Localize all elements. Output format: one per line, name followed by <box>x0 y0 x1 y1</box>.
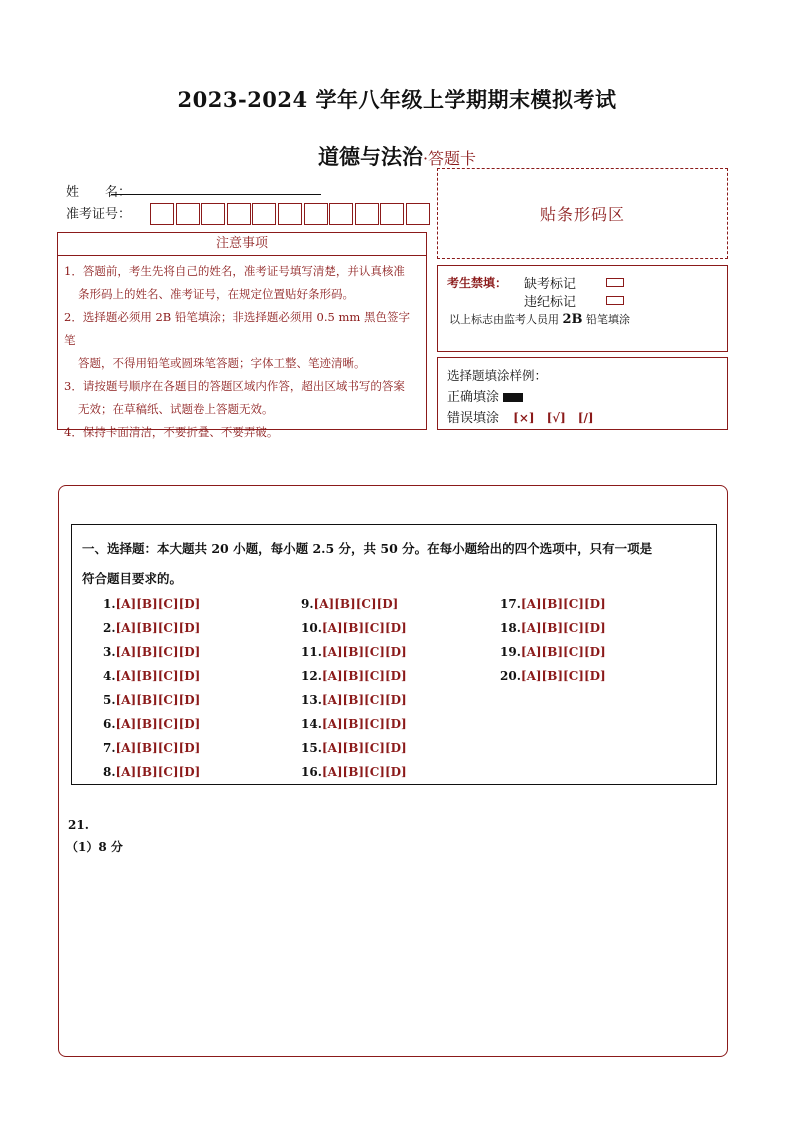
answer-options[interactable]: [A][B][C][D] <box>321 765 407 779</box>
question-number: 17. <box>500 597 521 611</box>
question-21-part-1: （1）8 分 <box>66 840 123 854</box>
notice-line: 4．保持卡面清洁，不要折叠、不要弄破。 <box>64 425 279 439</box>
question-number: 7. <box>103 741 116 755</box>
question-number: 2. <box>103 621 116 635</box>
id-digit-box[interactable] <box>406 203 430 225</box>
question-number: 4. <box>103 669 116 683</box>
answer-options[interactable]: [A][B][C][D] <box>321 693 407 707</box>
answer-options[interactable]: [A][B][C][D] <box>321 717 407 731</box>
answer-options[interactable]: [A][B][C][D] <box>115 621 201 635</box>
question-21-number: 21. <box>68 818 89 832</box>
multiple-choice-instruction <box>82 534 712 594</box>
question-number: 19. <box>500 645 521 659</box>
answer-options[interactable]: [A][B][C][D] <box>115 645 201 659</box>
question-number: 18. <box>500 621 521 635</box>
answer-options[interactable]: [A][B][C][D] <box>115 669 201 683</box>
answer-options[interactable]: [A][B][C][D] <box>520 597 606 611</box>
answer-options[interactable]: [A][B][C][D] <box>313 597 399 611</box>
question-number: 8. <box>103 765 116 779</box>
violation-label: 违纪标记 <box>524 295 577 310</box>
question-number: 6. <box>103 717 116 731</box>
question-number: 14. <box>301 717 322 731</box>
question-number: 11. <box>301 645 322 659</box>
question-number: 9. <box>301 597 314 611</box>
answer-options[interactable]: [A][B][C][D] <box>115 717 201 731</box>
choice-question <box>301 621 407 635</box>
name-field[interactable] <box>111 194 321 195</box>
question-number: 1. <box>103 597 116 611</box>
forbidden-fill-box <box>437 265 728 352</box>
choice-question <box>103 693 200 707</box>
forbidden-label: 考生禁填： <box>447 276 508 290</box>
choice-question <box>103 621 200 635</box>
id-number-boxes[interactable] <box>150 203 432 225</box>
question-number: 10. <box>301 621 322 635</box>
id-digit-box[interactable] <box>304 203 328 225</box>
answer-options[interactable]: [A][B][C][D] <box>321 621 407 635</box>
id-label: 准考证号： <box>66 207 132 222</box>
barcode-area: 贴条形码区 <box>437 168 728 259</box>
forbidden-note-pencil: 2B <box>562 312 583 327</box>
id-digit-box[interactable] <box>150 203 174 225</box>
instruction-line-1: 一、选择题：本大题共 20 小题，每小题 2.5 分，共 50 分。在每小题给出的四个选项中，只有一项是 <box>82 541 653 556</box>
choice-question <box>103 765 200 779</box>
notice-line: 1．答题前，考生先将自己的姓名，准考证号填写清楚，并认真核准 <box>64 264 405 278</box>
choice-question <box>301 741 407 755</box>
choice-question <box>301 765 407 779</box>
forbidden-note-suffix: 铅笔填涂 <box>586 313 631 326</box>
id-digit-box[interactable] <box>201 203 225 225</box>
name-label: 姓 名： <box>66 185 132 200</box>
wrong-fill-marks: [×] [√] [/] <box>513 411 594 425</box>
forbidden-note-prefix: 以上标志由监考人员用 <box>449 313 559 326</box>
exam-title: 2023-2024 学年八年级上学期期末模拟考试 <box>177 87 617 112</box>
notice-line: 答题，不得用铅笔或圆珠笔答题；字体工整、笔迹清晰。 <box>78 356 366 370</box>
wrong-fill <box>447 407 594 426</box>
choice-question <box>103 597 200 611</box>
id-digit-box[interactable] <box>329 203 353 225</box>
id-digit-box[interactable] <box>227 203 251 225</box>
notice-line: 无效；在草稿纸、试题卷上答题无效。 <box>78 402 274 416</box>
fill-sample-box <box>437 357 728 430</box>
answer-options[interactable]: [A][B][C][D] <box>321 645 407 659</box>
absent-mark-box[interactable] <box>606 278 624 287</box>
answer-options[interactable]: [A][B][C][D] <box>115 693 201 707</box>
choice-question <box>103 645 200 659</box>
notice-box <box>57 256 427 439</box>
instruction-line-2: 符合题目要求的。 <box>82 571 183 586</box>
choice-question <box>301 693 407 707</box>
id-digit-box[interactable] <box>380 203 404 225</box>
answer-options[interactable]: [A][B][C][D] <box>115 765 201 779</box>
question-number: 12. <box>301 669 322 683</box>
answer-options[interactable]: [A][B][C][D] <box>321 669 407 683</box>
subject-name: 道德与法治 <box>317 144 423 169</box>
choice-question <box>500 621 606 635</box>
answer-options[interactable]: [A][B][C][D] <box>321 741 407 755</box>
id-digit-box[interactable] <box>278 203 302 225</box>
forbidden-note <box>449 311 630 327</box>
question-number: 20. <box>500 669 521 683</box>
id-digit-box[interactable] <box>355 203 379 225</box>
question-number: 5. <box>103 693 116 707</box>
choice-question <box>103 717 200 731</box>
notice-line: 2．选择题必须用 2B 铅笔填涂；非选择题必须用 0.5 mm 黑色签字笔 <box>64 310 410 347</box>
absent-label: 缺考标记 <box>524 277 577 292</box>
answer-options[interactable]: [A][B][C][D] <box>520 669 606 683</box>
filled-mark-icon <box>503 393 523 402</box>
choice-question <box>103 741 200 755</box>
answer-options[interactable]: [A][B][C][D] <box>115 741 201 755</box>
question-number: 13. <box>301 693 322 707</box>
answer-options[interactable]: [A][B][C][D] <box>115 597 201 611</box>
correct-fill <box>447 386 523 405</box>
question-number: 15. <box>301 741 322 755</box>
answer-options[interactable]: [A][B][C][D] <box>520 621 606 635</box>
question-number: 16. <box>301 765 322 779</box>
correct-fill-label: 正确填涂 <box>447 390 500 405</box>
question-number: 3. <box>103 645 116 659</box>
wrong-fill-label: 错误填涂 <box>447 411 500 426</box>
choice-question <box>103 669 200 683</box>
choice-question <box>301 669 407 683</box>
id-digit-box[interactable] <box>252 203 276 225</box>
notice-line: 条形码上的姓名、准考证号，在规定位置贴好条形码。 <box>78 287 354 301</box>
notice-line: 3．请按题号顺序在各题目的答题区域内作答，超出区域书写的答案 <box>64 379 405 393</box>
choice-question <box>500 645 606 659</box>
choice-question <box>301 717 407 731</box>
subject-title <box>0 141 794 171</box>
notice-heading: 注意事项 <box>57 232 427 256</box>
question-21-answer-space[interactable] <box>70 862 716 1047</box>
choice-question <box>500 669 606 683</box>
choice-question <box>301 597 398 611</box>
fill-sample-title: 选择题填涂样例： <box>447 368 548 383</box>
choice-question <box>301 645 407 659</box>
id-digit-box[interactable] <box>176 203 200 225</box>
answer-options[interactable]: [A][B][C][D] <box>520 645 606 659</box>
violation-mark-box[interactable] <box>606 296 624 305</box>
card-label: ·答题卡 <box>422 149 477 168</box>
choice-question <box>500 597 606 611</box>
